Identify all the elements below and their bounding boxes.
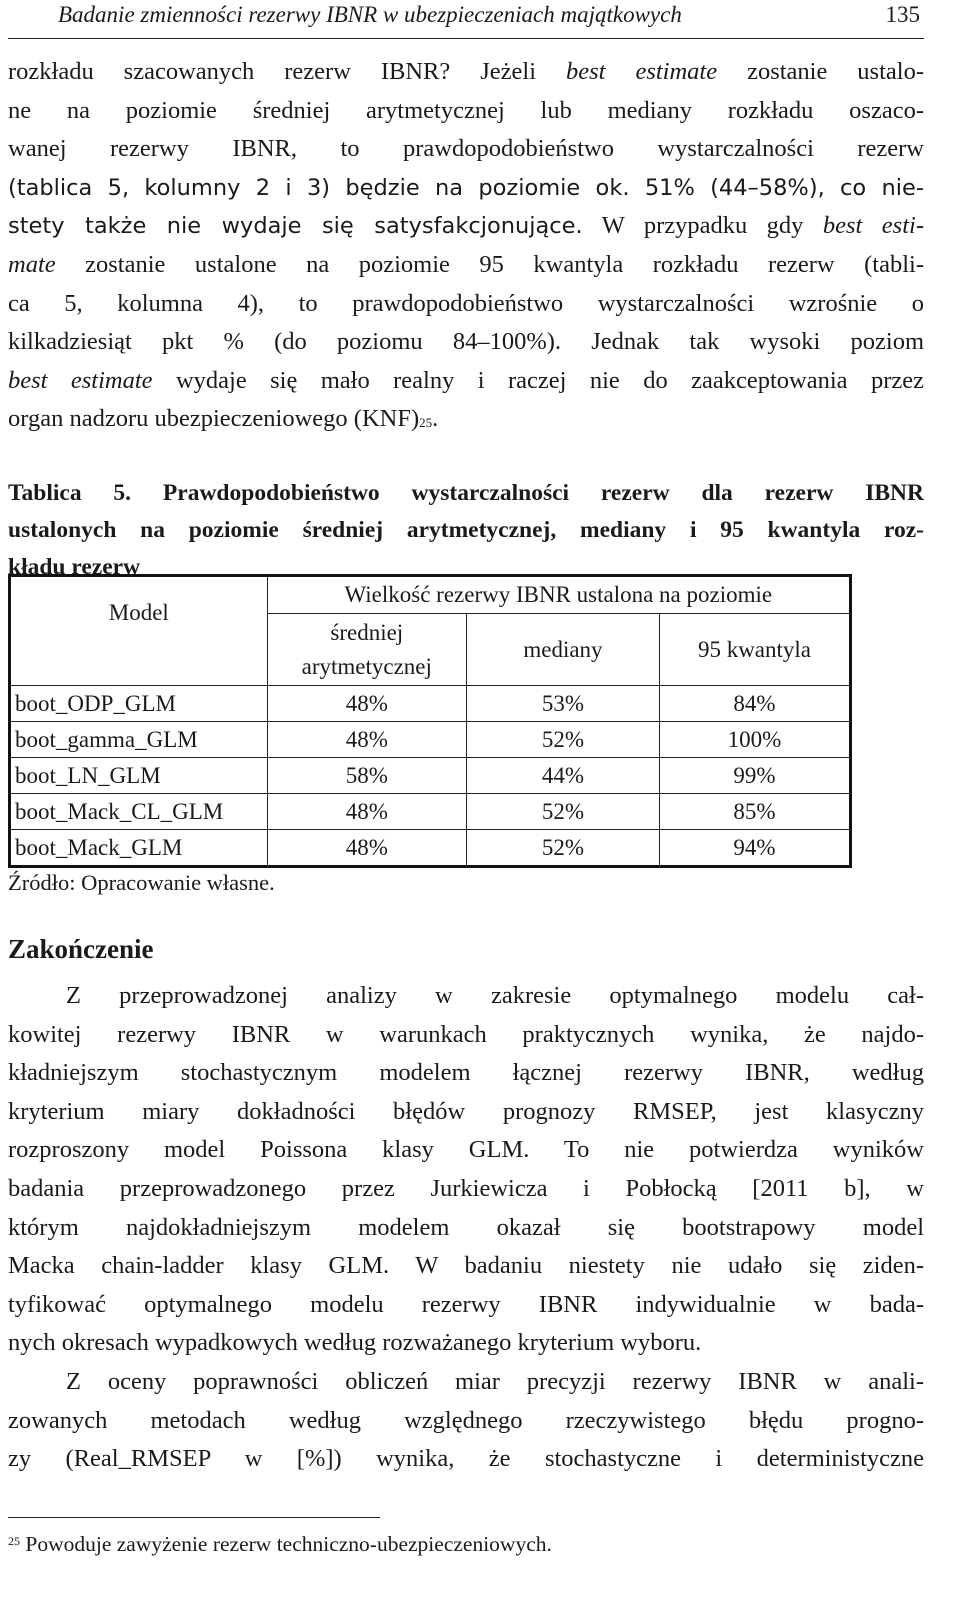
- text-line: ne na poziomie średniej arytmetycznej lub mediany rozkładu oszaco-: [8, 96, 924, 124]
- text-line: rozkładu szacowanych rezerw IBNR? Jeżeli best estimate zostanie ustalo-: [8, 58, 924, 85]
- section-heading: Zakończenie: [8, 934, 154, 964]
- text-line: kryterium miary dokładności błędów prognozy RMSEP, jest klasyczny: [8, 1097, 924, 1125]
- footnote-number: 25: [8, 1534, 20, 1548]
- table-row: boot_ODP_GLM 48% 53% 84%: [10, 686, 851, 722]
- page-number: 135: [885, 2, 920, 27]
- text-line: organ nadzoru ubezpieczeniowego (KNF)$^{25}$.: [8, 405, 439, 433]
- table-row: boot_Mack_GLM 48% 52% 94%: [10, 830, 851, 867]
- text-line: (tablica 5, kolumny 2 i 3) będzie na poziomie ok. 51% (44–58%), co nie-: [8, 174, 924, 201]
- paragraph-conclusion-2: [8, 1363, 924, 1479]
- text-line: stety także nie wydaje się satysfakcjonujące. W przypadku gdy best esti-: [8, 212, 924, 240]
- table-row: boot_Mack_CL_GLM 48% 52% 85%: [10, 794, 851, 830]
- text-line: zy (Real_RMSEP w [%]) wynika, że stochastyczne i deterministyczne: [8, 1445, 924, 1473]
- table-row: boot_LN_GLM 58% 44% 99%: [10, 758, 851, 794]
- footnote: $^{25}$ Powoduje zawyżenie rezerw techniczno-ubezpieczeniowych.: [8, 1532, 552, 1556]
- text-line: kowitej rezerwy IBNR w warunkach praktycznych wynika, że najdo-: [8, 1020, 924, 1048]
- table-caption: Tablica 5. Prawdopodobieństwo wystarczalności rezerw dla rezerw IBNR ustalonych na poziomie średniej arytmetycznej, mediany i 95 kwantyla roz- kładu rezerw: [8, 480, 924, 580]
- text-line: tyfikować optymalnego modelu rezerwy IBNR indywidualnie w bada-: [8, 1290, 924, 1318]
- footnote-rule: [8, 1517, 380, 1518]
- running-title: Badanie zmienności rezerwy IBNR w ubezpieczeniach majątkowych: [58, 2, 682, 27]
- text-line: best estimate wydaje się mało realny i raczej nie do zaakceptowania przez: [8, 366, 924, 394]
- header-median: mediany: [466, 614, 659, 686]
- header-model: Model: [10, 576, 268, 686]
- text-line: kilkadziesiąt pkt % (do poziomu 84–100%). Jednak tak wysoki poziom: [8, 328, 924, 356]
- header-q95: 95 kwantyla: [659, 614, 850, 686]
- header-rule: [8, 38, 924, 39]
- header-group: Wielkość rezerwy IBNR ustalona na poziomie: [267, 576, 850, 614]
- text-line: mate zostanie ustalone na poziomie 95 kwantyla rozkładu rezerw (tabli-: [8, 250, 924, 278]
- running-header: [8, 0, 920, 37]
- text-line: wanej rezerwy IBNR, to prawdopodobieństwo wystarczalności rezerw: [8, 135, 924, 163]
- paragraph-ibnr-discussion: [8, 53, 924, 439]
- paragraph-conclusion-1: [8, 977, 924, 1363]
- text-line: zowanych metodach według względnego rzeczywistego błędu progno-: [8, 1406, 924, 1434]
- table-row: boot_gamma_GLM 48% 52% 100%: [10, 722, 851, 758]
- probability-table: [8, 574, 852, 868]
- text-line: Macka chain-ladder klasy GLM. W badaniu niestety nie udało się ziden-: [8, 1252, 924, 1280]
- text-line: Z przeprowadzonej analizy w zakresie optymalnego modelu cał-: [66, 982, 924, 1009]
- footnote-ref: 25: [419, 415, 433, 431]
- text-line: badania przeprowadzonego przez Jurkiewicza i Pobłocką [2011 b], w: [8, 1174, 924, 1202]
- table-source: Źródło: Opracowanie własne.: [8, 870, 275, 895]
- text-line: ca 5, kolumna 4), to prawdopodobieństwo wystarczalności wzrośnie o: [8, 289, 924, 317]
- text-line: rozproszony model Poissona klasy GLM. To nie potwierdza wyników: [8, 1136, 924, 1164]
- text-line: Z oceny poprawności obliczeń miar precyzji rezerwy IBNR w anali-: [66, 1368, 924, 1395]
- text-line: kładniejszym stochastycznym modelem łącznej rezerwy IBNR, według: [8, 1059, 924, 1087]
- header-mean: średniej arytmetycznej: [267, 614, 466, 686]
- text-line: nych okresach wypadkowych według rozważanego kryterium wyboru.: [8, 1329, 702, 1357]
- text-line: którym najdokładniejszym modelem okazał się bootstrapowy model: [8, 1213, 924, 1241]
